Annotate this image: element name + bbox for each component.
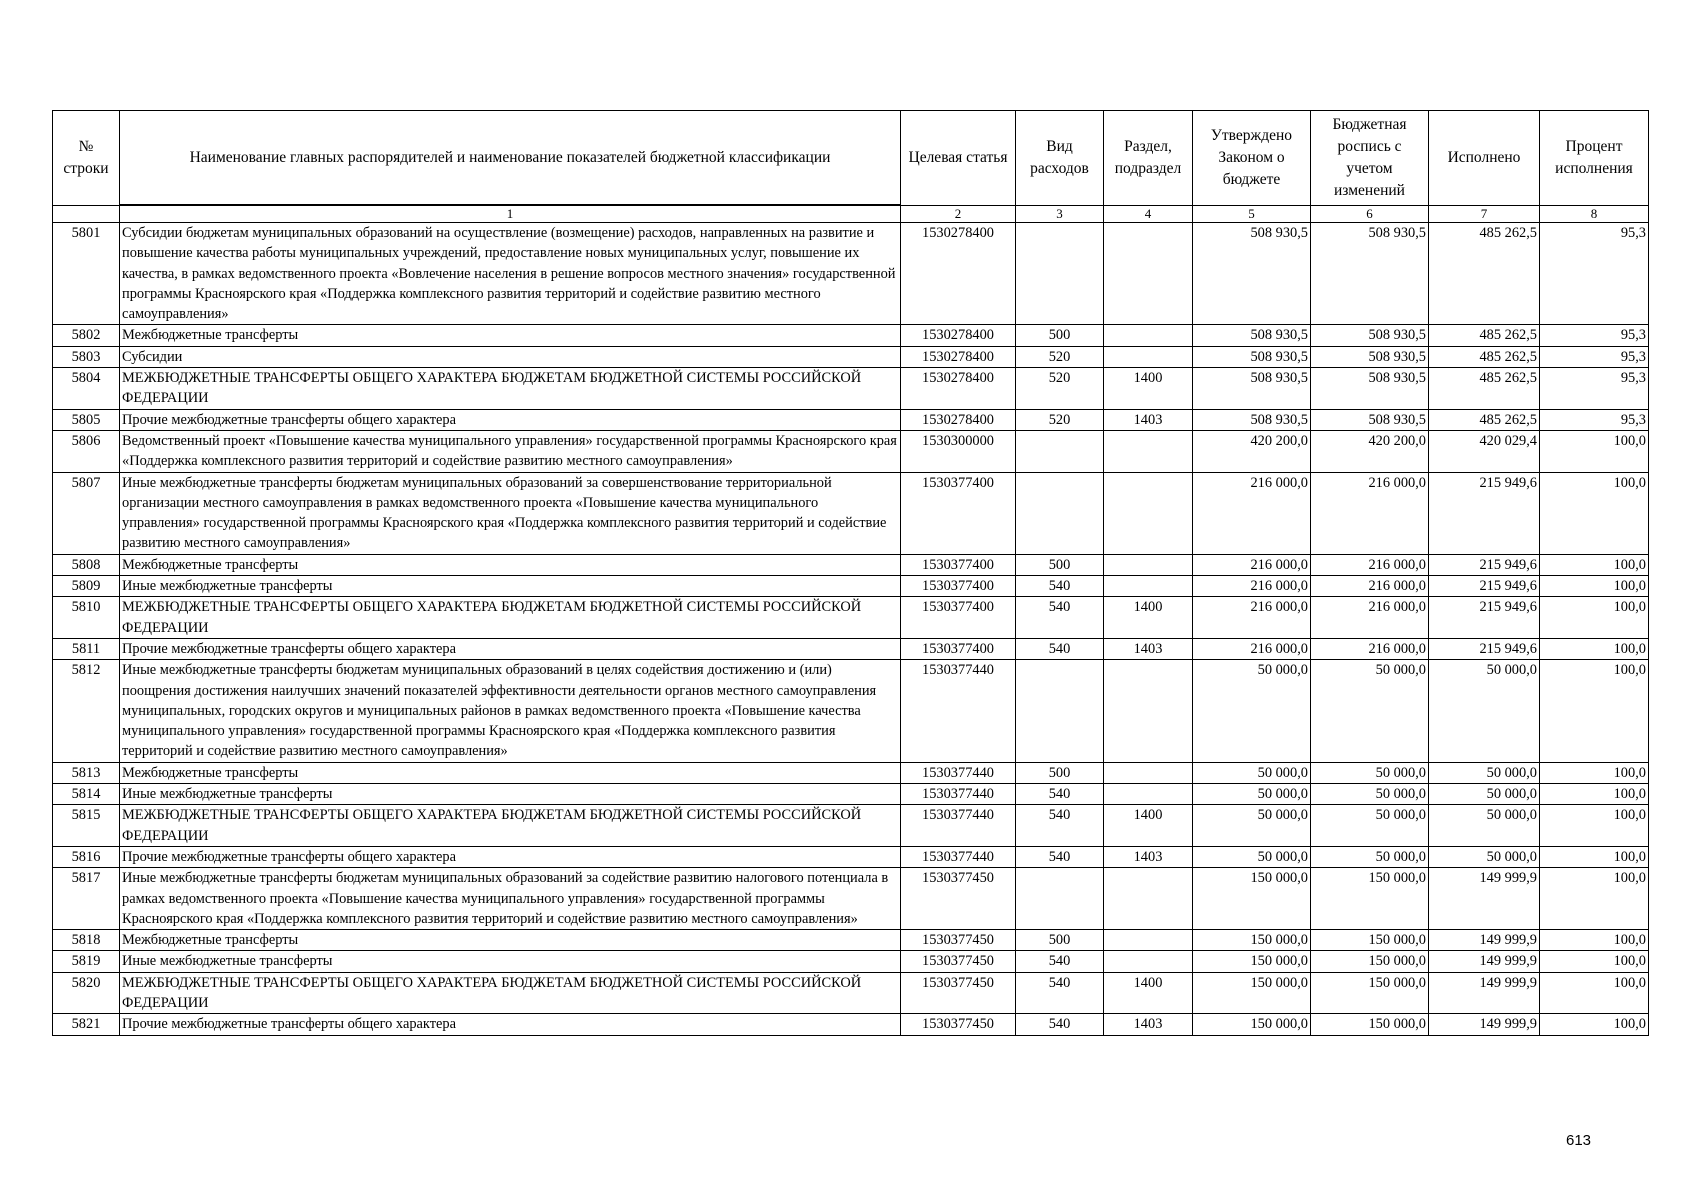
row-number: 5818 xyxy=(53,930,120,951)
row-name: Прочие межбюджетные трансферты общего характера xyxy=(120,638,901,659)
row-approved: 150 000,0 xyxy=(1193,951,1311,972)
row-budget-list: 216 000,0 xyxy=(1311,554,1429,575)
table-row xyxy=(53,660,1649,762)
table-row xyxy=(53,951,1649,972)
row-expense-type: 540 xyxy=(1016,597,1104,639)
row-target-article: 1530377440 xyxy=(901,805,1016,847)
row-section xyxy=(1104,576,1193,597)
row-executed: 215 949,6 xyxy=(1429,554,1540,575)
row-approved: 150 000,0 xyxy=(1193,868,1311,930)
row-executed: 215 949,6 xyxy=(1429,597,1540,639)
row-target-article: 1530377400 xyxy=(901,472,1016,554)
row-target-article: 1530278400 xyxy=(901,346,1016,367)
column-number: 5 xyxy=(1193,205,1311,223)
row-percent: 95,3 xyxy=(1540,325,1649,346)
row-executed: 50 000,0 xyxy=(1429,784,1540,805)
row-percent: 100,0 xyxy=(1540,972,1649,1014)
row-executed: 485 262,5 xyxy=(1429,346,1540,367)
row-executed: 485 262,5 xyxy=(1429,325,1540,346)
row-budget-list: 508 930,5 xyxy=(1311,368,1429,410)
row-name: Ведомственный проект «Повышение качества муниципального управления» государственной программы Красноярского края «Поддержка комплексного развития территорий и содействие развитию местного самоуправления» xyxy=(120,430,901,472)
row-executed: 215 949,6 xyxy=(1429,576,1540,597)
table-row xyxy=(53,576,1649,597)
header-target-article: Целевая статья xyxy=(901,111,1016,206)
table-row xyxy=(53,868,1649,930)
row-executed: 50 000,0 xyxy=(1429,762,1540,783)
row-expense-type: 540 xyxy=(1016,972,1104,1014)
row-target-article: 1530377440 xyxy=(901,784,1016,805)
column-number: 4 xyxy=(1104,205,1193,223)
row-expense-type: 540 xyxy=(1016,805,1104,847)
row-budget-list: 50 000,0 xyxy=(1311,762,1429,783)
row-name: Межбюджетные трансферты xyxy=(120,930,901,951)
row-name: Прочие межбюджетные трансферты общего характера xyxy=(120,846,901,867)
row-approved: 216 000,0 xyxy=(1193,554,1311,575)
row-percent: 100,0 xyxy=(1540,638,1649,659)
row-approved: 508 930,5 xyxy=(1193,346,1311,367)
row-budget-list: 150 000,0 xyxy=(1311,972,1429,1014)
row-expense-type: 520 xyxy=(1016,409,1104,430)
row-target-article: 1530278400 xyxy=(901,368,1016,410)
column-numbers-row xyxy=(53,205,1649,223)
row-percent: 100,0 xyxy=(1540,846,1649,867)
row-executed: 50 000,0 xyxy=(1429,846,1540,867)
row-expense-type xyxy=(1016,868,1104,930)
row-expense-type: 500 xyxy=(1016,325,1104,346)
row-name: Иные межбюджетные трансферты бюджетам муниципальных образований за содействие развитию налогового потенциала в рамках ведомственного проекта «Повышение качества муниципального управления» государственной программы Красноярского края «Поддержка комплексного развития территорий и содействие развитию местного самоуправления» xyxy=(120,868,901,930)
row-percent: 100,0 xyxy=(1540,1014,1649,1035)
row-name: МЕЖБЮДЖЕТНЫЕ ТРАНСФЕРТЫ ОБЩЕГО ХАРАКТЕРА БЮДЖЕТАМ БЮДЖЕТНОЙ СИСТЕМЫ РОССИЙСКОЙ ФЕДЕРАЦИИ xyxy=(120,597,901,639)
table-row xyxy=(53,972,1649,1014)
row-approved: 508 930,5 xyxy=(1193,368,1311,410)
row-approved: 50 000,0 xyxy=(1193,805,1311,847)
row-expense-type: 540 xyxy=(1016,1014,1104,1035)
table-row xyxy=(53,1014,1649,1035)
row-percent: 95,3 xyxy=(1540,368,1649,410)
row-executed: 50 000,0 xyxy=(1429,805,1540,847)
row-name: Иные межбюджетные трансферты xyxy=(120,951,901,972)
row-name: Иные межбюджетные трансферты бюджетам муниципальных образований в целях содействия достижению и (или) поощрения достижения наилучших значений показателей эффективности деятельности органов местного самоуправления муниципальных, городских округов и муниципальных районов в рамках ведомственного проекта «Повышение качества муниципального управления» государственной программы Красноярского края «Поддержка комплексного развития территорий и содействие развитию местного самоуправления» xyxy=(120,660,901,762)
row-section: 1403 xyxy=(1104,1014,1193,1035)
row-approved: 216 000,0 xyxy=(1193,472,1311,554)
row-section xyxy=(1104,660,1193,762)
header-name: Наименование главных распорядителей и наименование показателей бюджетной классификации xyxy=(120,111,901,206)
row-approved: 50 000,0 xyxy=(1193,660,1311,762)
row-section: 1400 xyxy=(1104,597,1193,639)
table-row xyxy=(53,472,1649,554)
row-number: 5801 xyxy=(53,223,120,325)
column-number: 1 xyxy=(120,205,901,223)
row-name: Иные межбюджетные трансферты xyxy=(120,576,901,597)
row-percent: 100,0 xyxy=(1540,430,1649,472)
row-section: 1403 xyxy=(1104,638,1193,659)
table-row xyxy=(53,638,1649,659)
row-budget-list: 150 000,0 xyxy=(1311,951,1429,972)
row-budget-list: 508 930,5 xyxy=(1311,223,1429,325)
row-number: 5803 xyxy=(53,346,120,367)
row-expense-type: 540 xyxy=(1016,951,1104,972)
row-number: 5813 xyxy=(53,762,120,783)
row-name: Межбюджетные трансферты xyxy=(120,554,901,575)
row-budget-list: 216 000,0 xyxy=(1311,597,1429,639)
row-executed: 215 949,6 xyxy=(1429,638,1540,659)
row-percent: 100,0 xyxy=(1540,660,1649,762)
table-row xyxy=(53,554,1649,575)
row-percent: 100,0 xyxy=(1540,805,1649,847)
row-percent: 100,0 xyxy=(1540,472,1649,554)
row-percent: 100,0 xyxy=(1540,597,1649,639)
row-section xyxy=(1104,554,1193,575)
row-expense-type: 540 xyxy=(1016,576,1104,597)
row-target-article: 1530278400 xyxy=(901,409,1016,430)
row-target-article: 1530377450 xyxy=(901,930,1016,951)
table-row xyxy=(53,346,1649,367)
row-expense-type: 500 xyxy=(1016,762,1104,783)
table-row xyxy=(53,930,1649,951)
row-expense-type: 520 xyxy=(1016,368,1104,410)
row-executed: 149 999,9 xyxy=(1429,951,1540,972)
row-target-article: 1530377450 xyxy=(901,1014,1016,1035)
row-section xyxy=(1104,784,1193,805)
row-percent: 100,0 xyxy=(1540,951,1649,972)
row-name: Субсидии бюджетам муниципальных образований на осуществление (возмещение) расходов, направленных на развитие и повышение качества работы муниципальных учреждений, предоставление новых муниципальных услуг, повышение их качества, в рамках ведомственного проекта «Вовлечение населения в решение вопросов местного значения» государственной программы Красноярского края «Поддержка комплексного развития территорий и содействие развитию местного самоуправления» xyxy=(120,223,901,325)
row-target-article: 1530377450 xyxy=(901,868,1016,930)
row-section xyxy=(1104,762,1193,783)
row-target-article: 1530377440 xyxy=(901,762,1016,783)
row-budget-list: 150 000,0 xyxy=(1311,1014,1429,1035)
table-row xyxy=(53,223,1649,325)
table-header xyxy=(53,111,1649,223)
column-number: 3 xyxy=(1016,205,1104,223)
row-target-article: 1530300000 xyxy=(901,430,1016,472)
row-approved: 150 000,0 xyxy=(1193,1014,1311,1035)
column-number-blank xyxy=(53,205,120,223)
row-number: 5821 xyxy=(53,1014,120,1035)
row-expense-type xyxy=(1016,660,1104,762)
table-row xyxy=(53,325,1649,346)
row-number: 5819 xyxy=(53,951,120,972)
row-section: 1400 xyxy=(1104,368,1193,410)
row-percent: 100,0 xyxy=(1540,868,1649,930)
row-expense-type: 540 xyxy=(1016,638,1104,659)
row-approved: 216 000,0 xyxy=(1193,638,1311,659)
row-target-article: 1530377400 xyxy=(901,554,1016,575)
row-executed: 149 999,9 xyxy=(1429,868,1540,930)
header-percent: Процент исполнения xyxy=(1540,111,1649,206)
row-approved: 150 000,0 xyxy=(1193,972,1311,1014)
row-budget-list: 508 930,5 xyxy=(1311,409,1429,430)
row-approved: 216 000,0 xyxy=(1193,576,1311,597)
row-percent: 95,3 xyxy=(1540,223,1649,325)
row-number: 5820 xyxy=(53,972,120,1014)
row-name: МЕЖБЮДЖЕТНЫЕ ТРАНСФЕРТЫ ОБЩЕГО ХАРАКТЕРА БЮДЖЕТАМ БЮДЖЕТНОЙ СИСТЕМЫ РОССИЙСКОЙ ФЕДЕРАЦИИ xyxy=(120,972,901,1014)
row-number: 5812 xyxy=(53,660,120,762)
row-executed: 420 029,4 xyxy=(1429,430,1540,472)
row-number: 5814 xyxy=(53,784,120,805)
header-executed: Исполнено xyxy=(1429,111,1540,206)
row-percent: 100,0 xyxy=(1540,554,1649,575)
row-budget-list: 150 000,0 xyxy=(1311,868,1429,930)
row-expense-type xyxy=(1016,430,1104,472)
row-budget-list: 216 000,0 xyxy=(1311,638,1429,659)
row-number: 5805 xyxy=(53,409,120,430)
row-percent: 95,3 xyxy=(1540,409,1649,430)
row-number: 5802 xyxy=(53,325,120,346)
row-approved: 508 930,5 xyxy=(1193,409,1311,430)
row-budget-list: 216 000,0 xyxy=(1311,576,1429,597)
row-section: 1403 xyxy=(1104,409,1193,430)
row-number: 5806 xyxy=(53,430,120,472)
row-approved: 508 930,5 xyxy=(1193,223,1311,325)
row-number: 5817 xyxy=(53,868,120,930)
row-percent: 95,3 xyxy=(1540,346,1649,367)
row-name: Субсидии xyxy=(120,346,901,367)
row-approved: 420 200,0 xyxy=(1193,430,1311,472)
row-budget-list: 216 000,0 xyxy=(1311,472,1429,554)
table-body xyxy=(53,223,1649,1036)
row-section xyxy=(1104,472,1193,554)
row-target-article: 1530377450 xyxy=(901,951,1016,972)
row-budget-list: 508 930,5 xyxy=(1311,325,1429,346)
row-section xyxy=(1104,868,1193,930)
row-number: 5808 xyxy=(53,554,120,575)
header-budget-list: Бюджетная роспись с учетом изменений xyxy=(1311,111,1429,206)
column-number: 7 xyxy=(1429,205,1540,223)
row-section: 1403 xyxy=(1104,846,1193,867)
row-expense-type xyxy=(1016,223,1104,325)
row-percent: 100,0 xyxy=(1540,930,1649,951)
row-name: Прочие межбюджетные трансферты общего характера xyxy=(120,409,901,430)
table-row xyxy=(53,430,1649,472)
row-number: 5807 xyxy=(53,472,120,554)
row-approved: 50 000,0 xyxy=(1193,784,1311,805)
row-section xyxy=(1104,430,1193,472)
row-percent: 100,0 xyxy=(1540,576,1649,597)
row-target-article: 1530377440 xyxy=(901,660,1016,762)
row-target-article: 1530377400 xyxy=(901,638,1016,659)
row-budget-list: 50 000,0 xyxy=(1311,846,1429,867)
row-target-article: 1530377450 xyxy=(901,972,1016,1014)
row-approved: 216 000,0 xyxy=(1193,597,1311,639)
row-name: Иные межбюджетные трансферты бюджетам муниципальных образований за совершенствование территориальной организации местного самоуправления в рамках ведомственного проекта «Повышение качества муниципального управления» государственной программы Красноярского края «Поддержка комплексного развития территорий и содействие развитию местного самоуправления» xyxy=(120,472,901,554)
row-budget-list: 150 000,0 xyxy=(1311,930,1429,951)
row-name: Прочие межбюджетные трансферты общего характера xyxy=(120,1014,901,1035)
row-expense-type: 540 xyxy=(1016,846,1104,867)
table-row xyxy=(53,597,1649,639)
row-number: 5809 xyxy=(53,576,120,597)
column-number: 8 xyxy=(1540,205,1649,223)
row-number: 5816 xyxy=(53,846,120,867)
row-number: 5815 xyxy=(53,805,120,847)
row-executed: 485 262,5 xyxy=(1429,409,1540,430)
row-number: 5804 xyxy=(53,368,120,410)
row-budget-list: 50 000,0 xyxy=(1311,784,1429,805)
row-approved: 50 000,0 xyxy=(1193,762,1311,783)
row-name: МЕЖБЮДЖЕТНЫЕ ТРАНСФЕРТЫ ОБЩЕГО ХАРАКТЕРА БЮДЖЕТАМ БЮДЖЕТНОЙ СИСТЕМЫ РОССИЙСКОЙ ФЕДЕРАЦИИ xyxy=(120,805,901,847)
row-section: 1400 xyxy=(1104,972,1193,1014)
header-section: Раздел, подраздел xyxy=(1104,111,1193,206)
budget-table xyxy=(52,110,1649,1036)
table-row xyxy=(53,762,1649,783)
row-target-article: 1530278400 xyxy=(901,223,1016,325)
row-target-article: 1530377440 xyxy=(901,846,1016,867)
table-row xyxy=(53,409,1649,430)
row-budget-list: 50 000,0 xyxy=(1311,805,1429,847)
row-executed: 215 949,6 xyxy=(1429,472,1540,554)
row-budget-list: 508 930,5 xyxy=(1311,346,1429,367)
header-approved: Утверждено Законом о бюджете xyxy=(1193,111,1311,206)
row-section xyxy=(1104,223,1193,325)
header-expense-type: Вид расходов xyxy=(1016,111,1104,206)
row-name: Межбюджетные трансферты xyxy=(120,325,901,346)
row-budget-list: 420 200,0 xyxy=(1311,430,1429,472)
row-section xyxy=(1104,346,1193,367)
row-expense-type: 500 xyxy=(1016,554,1104,575)
row-section xyxy=(1104,325,1193,346)
row-section xyxy=(1104,951,1193,972)
page-number: 613 xyxy=(1566,1132,1592,1149)
row-approved: 150 000,0 xyxy=(1193,930,1311,951)
row-section: 1400 xyxy=(1104,805,1193,847)
row-number: 5811 xyxy=(53,638,120,659)
row-expense-type: 540 xyxy=(1016,784,1104,805)
header-row-no: № строки xyxy=(53,111,120,206)
table-row xyxy=(53,805,1649,847)
column-number: 6 xyxy=(1311,205,1429,223)
row-name: Иные межбюджетные трансферты xyxy=(120,784,901,805)
row-target-article: 1530278400 xyxy=(901,325,1016,346)
column-number: 2 xyxy=(901,205,1016,223)
row-executed: 485 262,5 xyxy=(1429,368,1540,410)
row-percent: 100,0 xyxy=(1540,762,1649,783)
row-approved: 508 930,5 xyxy=(1193,325,1311,346)
row-name: МЕЖБЮДЖЕТНЫЕ ТРАНСФЕРТЫ ОБЩЕГО ХАРАКТЕРА БЮДЖЕТАМ БЮДЖЕТНОЙ СИСТЕМЫ РОССИЙСКОЙ ФЕДЕРАЦИИ xyxy=(120,368,901,410)
row-approved: 50 000,0 xyxy=(1193,846,1311,867)
row-executed: 485 262,5 xyxy=(1429,223,1540,325)
row-section xyxy=(1104,930,1193,951)
row-budget-list: 50 000,0 xyxy=(1311,660,1429,762)
row-percent: 100,0 xyxy=(1540,784,1649,805)
table-row xyxy=(53,846,1649,867)
row-executed: 149 999,9 xyxy=(1429,1014,1540,1035)
table-row xyxy=(53,784,1649,805)
row-executed: 149 999,9 xyxy=(1429,930,1540,951)
row-expense-type xyxy=(1016,472,1104,554)
table-row xyxy=(53,368,1649,410)
row-target-article: 1530377400 xyxy=(901,597,1016,639)
row-executed: 50 000,0 xyxy=(1429,660,1540,762)
row-expense-type: 520 xyxy=(1016,346,1104,367)
row-target-article: 1530377400 xyxy=(901,576,1016,597)
row-name: Межбюджетные трансферты xyxy=(120,762,901,783)
row-expense-type: 500 xyxy=(1016,930,1104,951)
row-executed: 149 999,9 xyxy=(1429,972,1540,1014)
row-number: 5810 xyxy=(53,597,120,639)
